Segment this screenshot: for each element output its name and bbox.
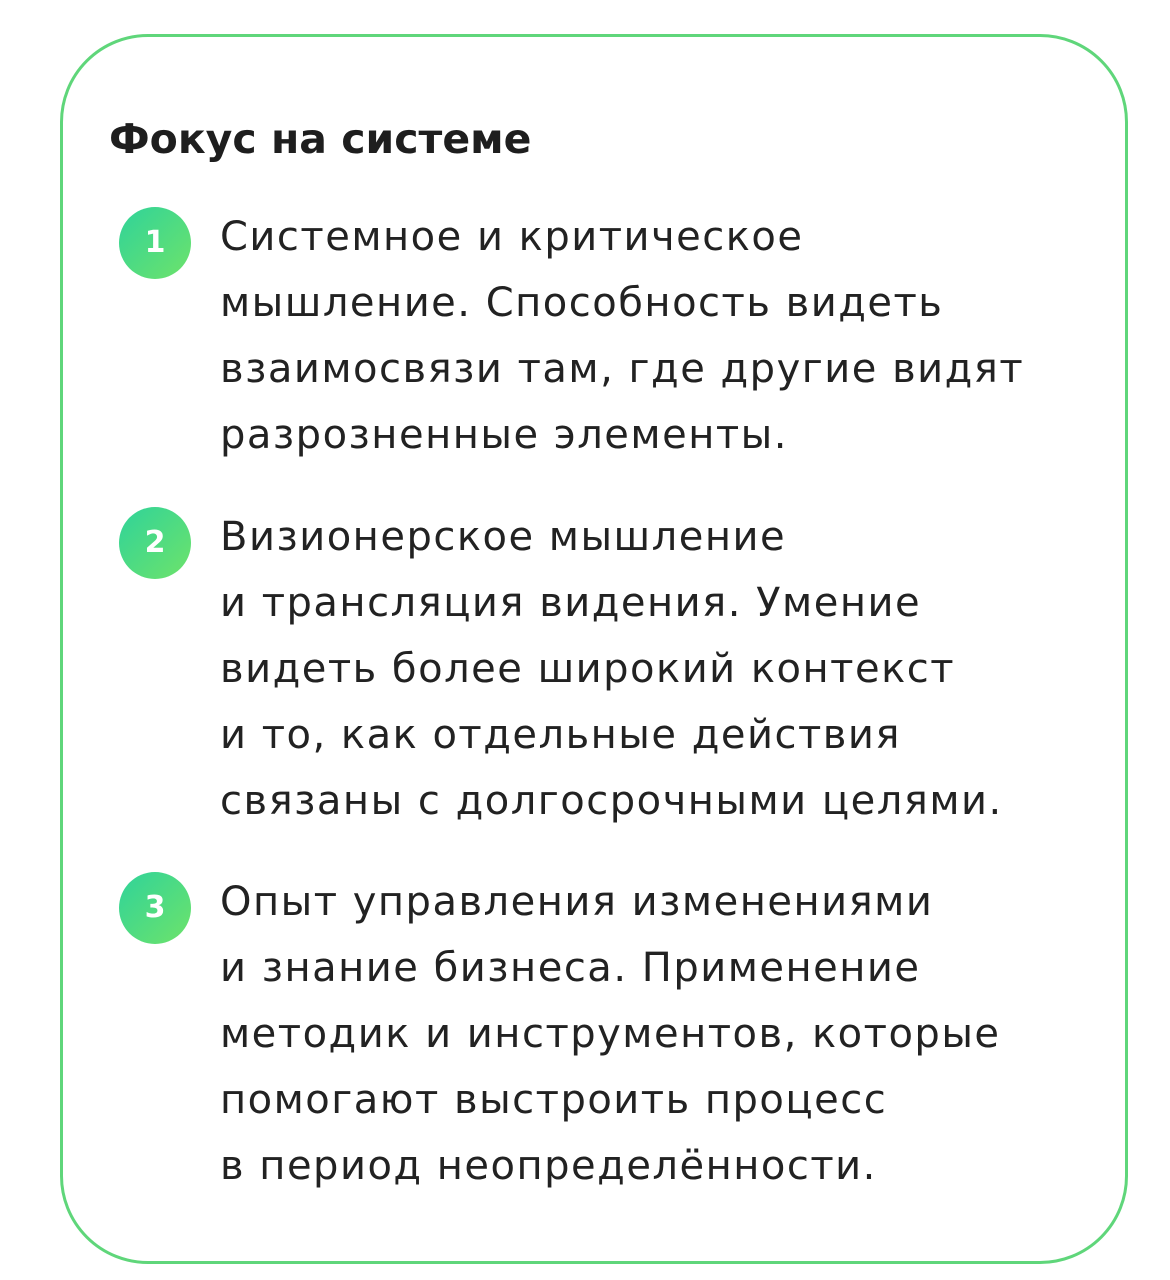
text-line: и трансляция видения. Умение (220, 580, 922, 626)
text-line: Системное и критическое (220, 214, 804, 260)
card-title: Фокус на системе (109, 115, 532, 163)
item-text-2 (220, 504, 1003, 834)
text-line: видеть более широкий контекст (220, 646, 956, 692)
badge-number: 2 (144, 525, 166, 560)
badge-number: 1 (144, 225, 166, 260)
text-line: помогают выстроить процесс (220, 1077, 888, 1123)
text-line: разрозненные элементы. (220, 412, 788, 458)
text-line: связаны с долгосрочными целями. (220, 778, 1003, 824)
text-line: взаимосвязи там, где другие видят (220, 346, 1025, 392)
text-line: в период неопределённости. (220, 1143, 877, 1189)
text-line: методик и инструментов, которые (220, 1011, 1001, 1057)
text-line: Визионерское мышление (220, 514, 787, 560)
text-line: и то, как отдельные действия (220, 712, 901, 758)
text-line: мышление. Способность видеть (220, 280, 944, 326)
item-text-1 (220, 204, 1024, 468)
info-card (60, 34, 1128, 1264)
number-badge-1 (119, 207, 191, 279)
badge-number: 3 (144, 890, 166, 925)
text-line: и знание бизнеса. Применение (220, 945, 921, 991)
item-text-3 (220, 869, 1001, 1199)
number-badge-3 (119, 872, 191, 944)
text-line: Опыт управления изменениями (220, 879, 934, 925)
number-badge-2 (119, 507, 191, 579)
